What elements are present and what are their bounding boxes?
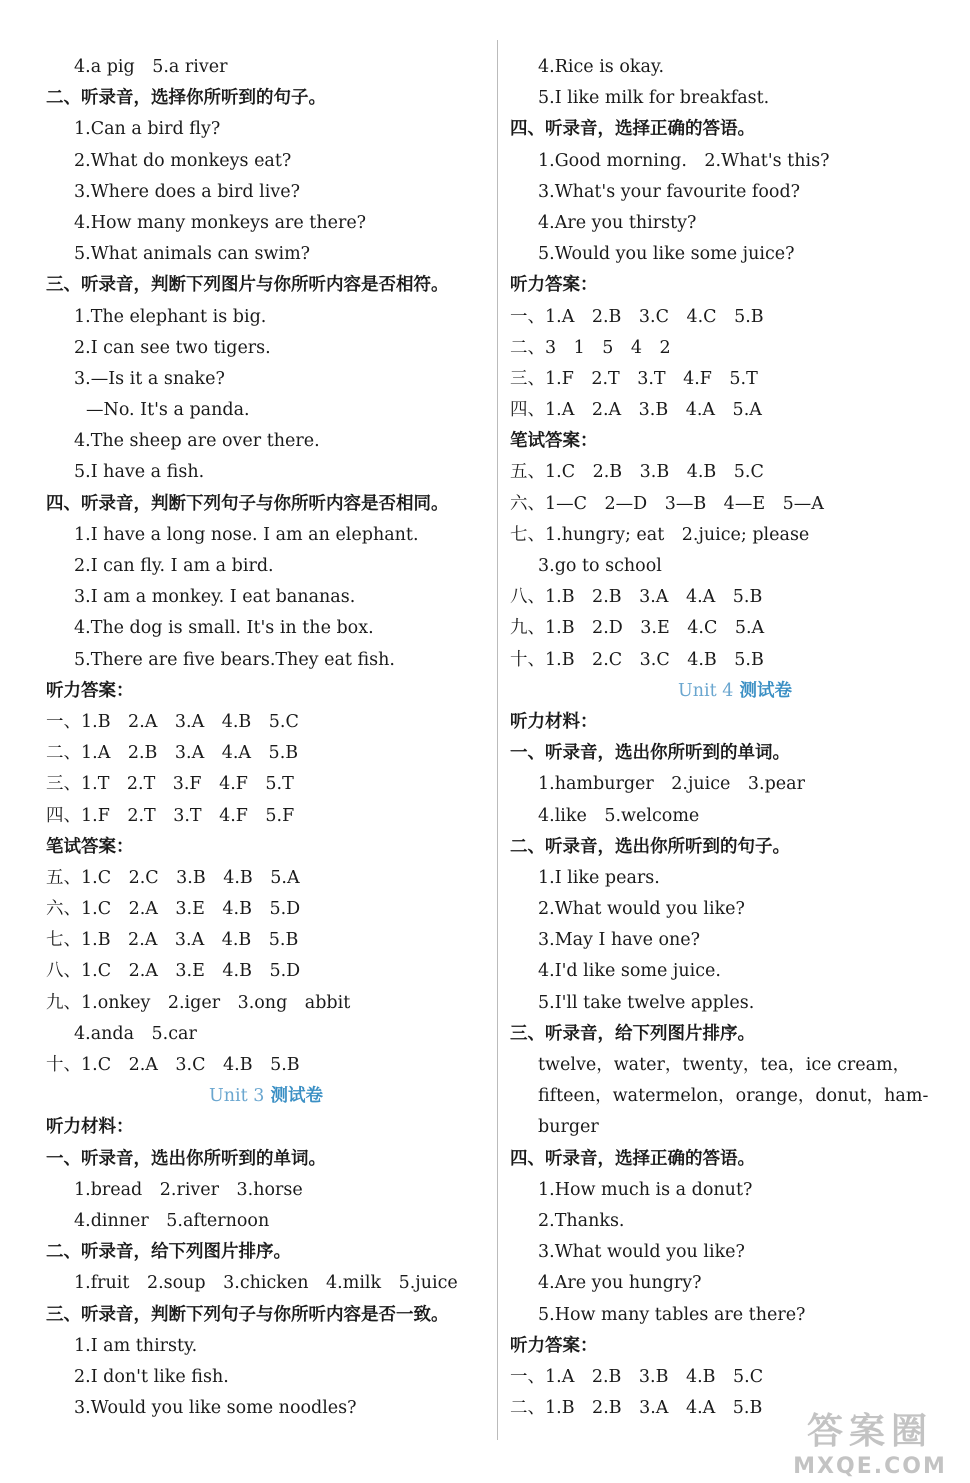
text-line: 3.go to school [538, 556, 662, 576]
section-heading: 一、听录音，选出你所听到的单词。 [46, 1148, 326, 1169]
answer-line: 二、3 1 5 4 2 [510, 337, 671, 358]
text-line: 2.I can see two tigers. [74, 337, 271, 358]
section-title-name: 测试卷 [270, 1086, 323, 1107]
text-line: 4.The dog is small. It's in the box. [74, 618, 374, 639]
answer-line: 五、1.C 2.B 3.B 4.B 5.C [510, 462, 764, 483]
answer-line: 七、1.hungry; eat 2.juice; please [510, 524, 810, 545]
text-line: 4.Are you thirsty? [538, 212, 697, 233]
text-line: 1.How much is a donut? [538, 1179, 753, 1200]
text-line: 1.I have a long nose. I am an elephant. [74, 524, 419, 545]
text-line: 5.I like milk for breakfast. [538, 88, 770, 109]
answer-line: 二、1.A 2.B 3.A 4.A 5.B [46, 743, 299, 764]
text-line: 1.fruit 2.soup 3.chicken 4.milk 5.juice [74, 1273, 458, 1294]
answer-line: 九、1.onkey 2.iger 3.ong abbit [46, 992, 351, 1013]
section-title [46, 1081, 486, 1112]
section-title [510, 676, 960, 707]
answer-line: 八、1.C 2.A 3.E 4.B 5.D [46, 961, 301, 982]
answer-line: 九、1.B 2.D 3.E 4.C 5.A [510, 618, 765, 639]
text-line: 3.Would you like some noodles? [74, 1398, 357, 1419]
text-line: 4.Are you hungry? [538, 1273, 702, 1294]
column-divider [497, 40, 498, 1440]
text-line: 5.What animals can swim? [74, 244, 311, 265]
text-line: 4.Rice is okay. [538, 57, 665, 77]
watermark-bottom: MXQE.COM [793, 1454, 947, 1479]
text-line: 3.May I have one? [538, 930, 701, 951]
text-line: burger [538, 1117, 599, 1138]
text-line: 1.Can a bird fly? [74, 119, 221, 140]
section-heading: 一、听录音，选出你所听到的单词。 [510, 743, 790, 764]
text-line: —No. It's a panda. [86, 400, 250, 421]
section-heading: 笔试答案： [510, 431, 598, 452]
answer-line: 七、1.B 2.A 3.A 4.B 5.B [46, 930, 299, 951]
text-line: 1.Good morning. 2.What's this? [538, 150, 830, 171]
text-line: 4.a pig 5.a river [74, 57, 228, 77]
answer-line: 一、1.A 2.B 3.C 4.C 5.B [510, 306, 764, 327]
text-line: 2.What do monkeys eat? [74, 150, 292, 171]
text-line: 3.What would you like? [538, 1242, 745, 1263]
right-column [510, 52, 960, 1424]
answer-line: 六、1—C 2—D 3—B 4—E 5—A [510, 493, 824, 514]
text-line: 1.hamburger 2.juice 3.pear [538, 774, 805, 795]
section-heading: 二、听录音，选择你所听到的句子。 [46, 88, 326, 109]
text-line: 1.I like pears. [538, 867, 660, 888]
text-line: 3.Where does a bird live? [74, 181, 300, 202]
section-heading: 听力答案： [510, 275, 598, 296]
section-title-name: 测试卷 [739, 680, 792, 701]
text-line: 3.—Is it a snake? [74, 368, 225, 389]
section-heading: 三、听录音，给下列图片排序。 [510, 1023, 755, 1044]
section-title-unit: Unit 4 [678, 680, 734, 701]
section-heading: 二、听录音，选出你所听到的句子。 [510, 836, 790, 857]
text-line: 1.bread 2.river 3.horse [74, 1179, 303, 1200]
watermark-top: 答案圈 [806, 1411, 933, 1452]
text-line: 4.anda 5.car [74, 1023, 197, 1044]
answer-line: 四、1.A 2.A 3.B 4.A 5.A [510, 400, 762, 421]
answer-line: 三、1.T 2.T 3.F 4.F 5.T [46, 774, 294, 795]
text-line: 1.The elephant is big. [74, 306, 267, 327]
left-column [46, 52, 486, 1424]
answer-line: 六、1.C 2.A 3.E 4.B 5.D [46, 899, 301, 920]
text-line: 5.How many tables are there? [538, 1304, 806, 1325]
section-heading: 听力材料： [510, 711, 598, 732]
text-line: 2.I don't like fish. [74, 1366, 229, 1387]
section-heading: 三、听录音，判断下列句子与你所听内容是否一致。 [46, 1304, 449, 1325]
text-line: 5.Would you like some juice? [538, 244, 795, 265]
text-line: fifteen，watermelon，orange，donut，ham- [538, 1086, 929, 1107]
text-line: 4.dinner 5.afternoon [74, 1210, 270, 1231]
section-heading: 三、听录音，判断下列图片与你所听内容是否相符。 [46, 275, 449, 296]
answer-line: 五、1.C 2.C 3.B 4.B 5.A [46, 867, 300, 888]
text-line: 2.I can fly. I am a bird. [74, 556, 274, 576]
section-heading: 二、听录音，给下列图片排序。 [46, 1242, 291, 1263]
answer-line: 二、1.B 2.B 3.A 4.A 5.B [510, 1398, 763, 1419]
section-title-unit: Unit 3 [209, 1086, 265, 1107]
text-line: 2.Thanks. [538, 1210, 625, 1231]
answer-line: 四、1.F 2.T 3.T 4.F 5.F [46, 805, 295, 826]
answer-line: 十、1.C 2.A 3.C 4.B 5.B [46, 1055, 300, 1075]
text-line: 5.I'll take twelve apples. [538, 992, 755, 1013]
text-line: 1.I am thirsty. [74, 1335, 198, 1356]
text-line: 3.I am a monkey. I eat bananas. [74, 587, 356, 608]
section-heading: 四、听录音，选择正确的答语。 [510, 1148, 755, 1169]
text-line: 5.There are five bears.They eat fish. [74, 649, 395, 670]
text-line: 4.The sheep are over there. [74, 431, 320, 452]
section-heading: 四、听录音，判断下列句子与你所听内容是否相同。 [46, 493, 449, 514]
text-line: 2.What would you like? [538, 899, 745, 920]
answer-line: 八、1.B 2.B 3.A 4.A 5.B [510, 587, 763, 608]
text-line: 3.What's your favourite food? [538, 181, 801, 202]
text-line: 4.I'd like some juice. [538, 961, 721, 982]
section-heading: 笔试答案： [46, 836, 134, 857]
section-heading: 听力答案： [510, 1335, 598, 1356]
text-line: 4.like 5.welcome [538, 805, 700, 826]
text-line: 4.How many monkeys are there? [74, 212, 367, 233]
answer-line: 十、1.B 2.C 3.C 4.B 5.B [510, 649, 764, 670]
section-heading: 听力材料： [46, 1117, 134, 1138]
watermark-logo [780, 1403, 960, 1479]
answer-line: 三、1.F 2.T 3.T 4.F 5.T [510, 368, 758, 389]
answer-line: 一、1.B 2.A 3.A 4.B 5.C [46, 711, 299, 732]
section-heading: 四、听录音，选择正确的答语。 [510, 119, 755, 140]
text-line: 5.I have a fish. [74, 462, 205, 483]
answer-line: 一、1.A 2.B 3.B 4.B 5.C [510, 1366, 764, 1387]
section-heading: 听力答案： [46, 680, 134, 701]
text-line: twelve，water，twenty，tea，ice cream， [538, 1055, 911, 1075]
